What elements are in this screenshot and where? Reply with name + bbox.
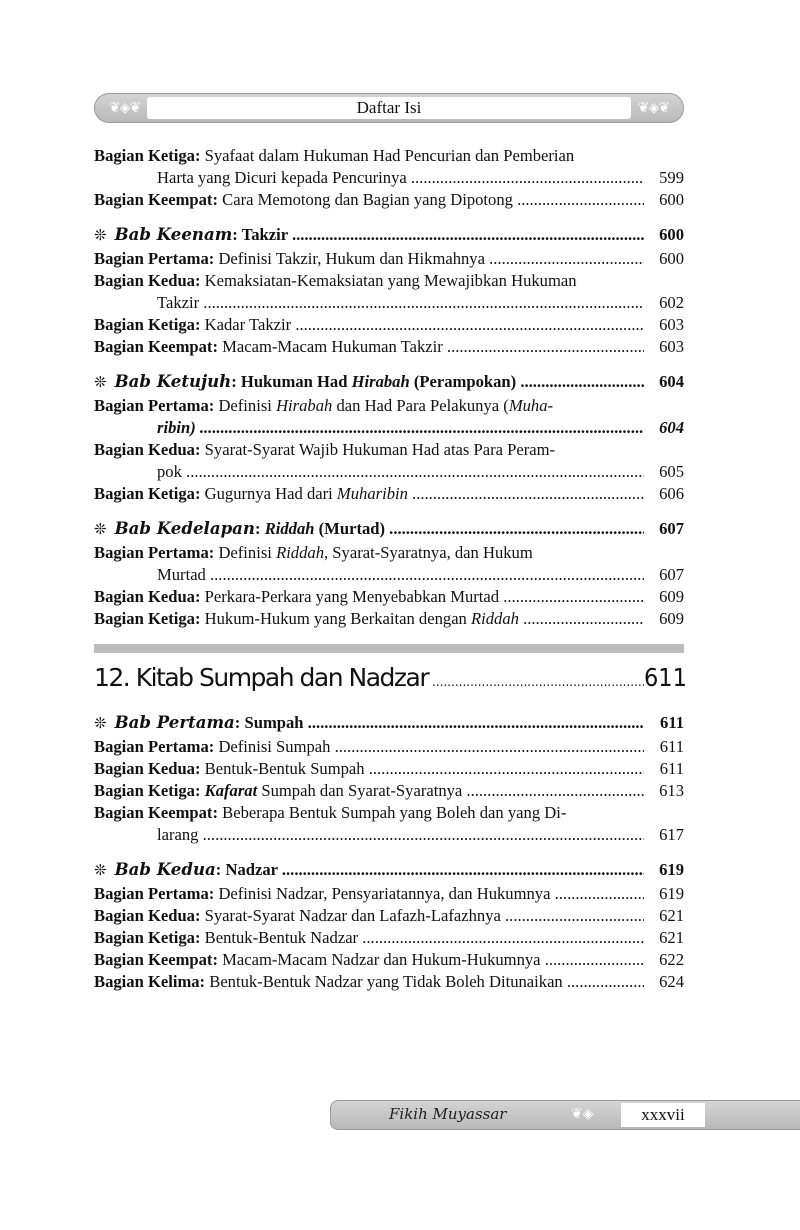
toc-entry[interactable]: Bagian Ketiga: Bentuk-Bentuk Nadzar ..... 621 [94,927,684,949]
toc-entry[interactable]: Bagian Kedua: Perkara-Perkara yang Menyebabkan Murtad ..... 609 [94,586,684,608]
asterisk-icon: ❊ [94,714,107,732]
toc-entry[interactable]: Bagian Ketiga: Kadar Takzir ..... 603 [94,314,684,336]
toc-entry[interactable]: Bagian Keempat: Macam-Macam Hukuman Takzir ..... 603 [94,336,684,358]
chapter-heading[interactable]: ❊ Bab Kedelapan: Riddah (Murtad) ..... 607 [94,517,684,540]
asterisk-icon: ❊ [94,861,107,879]
ornament-left-icon: ❦◈❦ [109,101,141,116]
chapter-heading[interactable]: ❊ Bab Kedua: Nadzar ..... 619 [94,858,684,881]
book-title: Fikih Muyassar [389,1105,507,1123]
toc-entry[interactable]: Bagian Keempat: Macam-Macam Nadzar dan Hukum-Hukumnya ..... 622 [94,949,684,971]
toc-entry[interactable]: Bagian Kedua: Bentuk-Bentuk Sumpah ..... 611 [94,758,684,780]
toc-entry[interactable]: Bagian Pertama: Definisi Sumpah ..... 611 [94,736,684,758]
page-number: xxxvii [621,1103,705,1127]
ornament-right-icon: ❦◈❦ [637,101,669,116]
running-footer [330,1100,800,1130]
toc-entry[interactable]: Bagian Kedua: Syarat-Syarat Wajib Hukuman Had atas Para Peram- pok ..... 605 [94,439,684,483]
toc-entry[interactable]: Bagian Ketiga: Syafaat dalam Hukuman Had Pencurian dan Pemberian Harta yang Dicuri kepada Pencurinya ..... 599 [94,145,684,189]
chapter-heading[interactable]: ❊ Bab Ketujuh: Hukuman Had Hirabah (Perampokan) ..... 604 [94,370,684,393]
asterisk-icon: ❊ [94,373,107,391]
toc [94,145,687,993]
toc-entry[interactable]: Bagian Pertama: Definisi Hirabah dan Had Para Pelakunya (Muha- ribin) ..... 604 [94,395,684,439]
toc-entry[interactable]: Bagian Pertama: Definisi Riddah, Syarat-Syaratnya, dan Hukum Murtad ..... 607 [94,542,684,586]
toc-entry[interactable]: Bagian Pertama: Definisi Nadzar, Pensyariatannya, dan Hukumnya ..... 619 [94,883,684,905]
toc-entry[interactable]: Bagian Pertama: Definisi Takzir, Hukum dan Hikmahnya ..... 600 [94,248,684,270]
toc-entry[interactable]: Bagian Kedua: Syarat-Syarat Nadzar dan Lafazh-Lafazhnya ..... 621 [94,905,684,927]
toc-entry[interactable]: Bagian Keempat: Beberapa Bentuk Sumpah yang Boleh dan yang Di- larang ..... 617 [94,802,684,846]
running-header [94,93,684,123]
asterisk-icon: ❊ [94,520,107,538]
toc-entry[interactable]: Bagian Ketiga: Kafarat Sumpah dan Syarat-Syaratnya ..... 613 [94,780,684,802]
chapter-heading[interactable]: ❊ Bab Keenam: Takzir ..... 600 [94,223,684,246]
toc-entry[interactable]: Bagian Keempat: Cara Memotong dan Bagian yang Dipotong ..... 600 [94,189,684,211]
toc-entry[interactable]: Bagian Kelima: Bentuk-Bentuk Nadzar yang Tidak Boleh Ditunaikan ..... 624 [94,971,684,993]
toc-entry[interactable]: Bagian Kedua: Kemaksiatan-Kemaksiatan yang Mewajibkan Hukuman Takzir ..... 602 [94,270,684,314]
ornament-icon: ❦◈ [571,1107,594,1122]
header-title: Daftar Isi [356,98,422,117]
book-heading[interactable]: 12. Kitab Sumpah dan Nadzar ..... 611 [94,661,684,699]
section-divider [94,644,684,653]
asterisk-icon: ❊ [94,226,107,244]
toc-entry[interactable]: Bagian Ketiga: Hukum-Hukum yang Berkaitan dengan Riddah ..... 609 [94,608,684,630]
toc-entry[interactable]: Bagian Ketiga: Gugurnya Had dari Muharibin ..... 606 [94,483,684,505]
chapter-heading[interactable]: ❊ Bab Pertama: Sumpah ..... 611 [94,711,684,734]
